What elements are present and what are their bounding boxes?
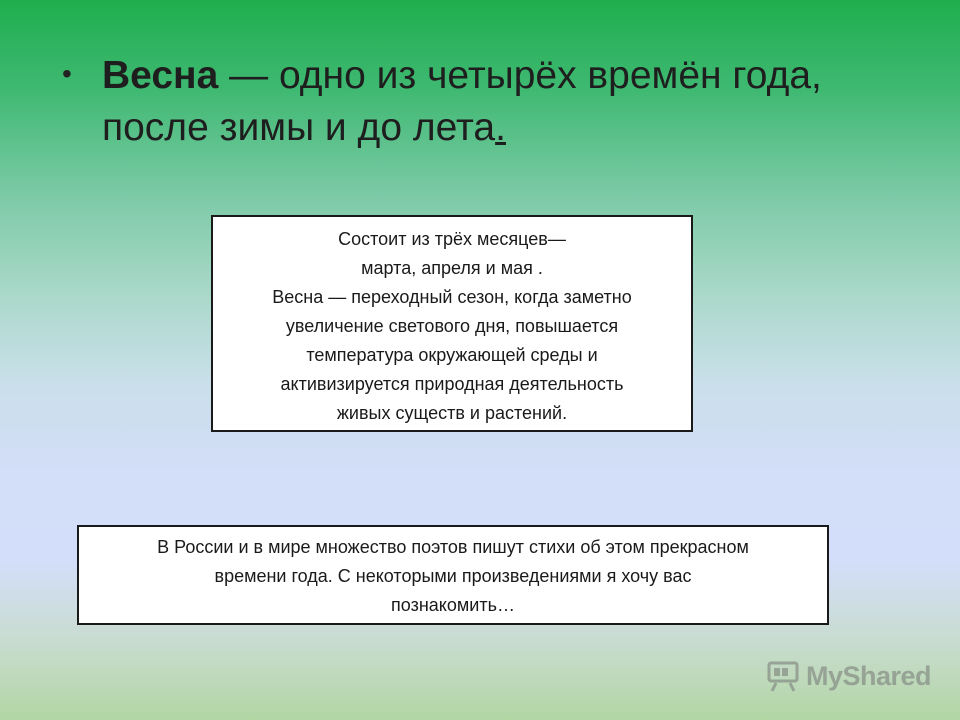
title-bold-word: Весна xyxy=(102,54,219,97)
myshared-watermark[interactable] xyxy=(766,656,931,696)
title-line2 xyxy=(102,102,822,154)
title-line2-text: после зимы и до лета xyxy=(102,106,496,149)
poets-box xyxy=(77,525,829,625)
myshared-logo-icon xyxy=(766,659,802,693)
description-line: живых существ и растений. xyxy=(336,403,568,423)
description-line: температура окружающей среды и xyxy=(306,345,598,365)
description-line: активизируется природная деятельность xyxy=(280,374,624,394)
poets-line: познакомить… xyxy=(391,595,515,615)
description-line: увеличение светового дня, повышается xyxy=(285,316,619,336)
slide-title xyxy=(102,50,822,154)
poets-line: времени года. С некоторыми произведениями я хочу вас xyxy=(214,566,692,586)
bullet-icon: • xyxy=(62,58,72,89)
title-line1-rest: — одно из четырёх времён года, xyxy=(218,54,822,97)
description-line: Весна — переходный сезон, когда заметно xyxy=(272,287,632,307)
watermark-text: MyShared xyxy=(806,660,932,691)
description-line: марта, апреля и мая . xyxy=(361,258,543,278)
description-line: Состоит из трёх месяцев— xyxy=(338,229,566,249)
description-box xyxy=(211,215,693,432)
poets-line: В России и в мире множество поэтов пишут стихи об этом прекрасном xyxy=(157,537,749,557)
title-line2-dot: . xyxy=(495,106,506,149)
